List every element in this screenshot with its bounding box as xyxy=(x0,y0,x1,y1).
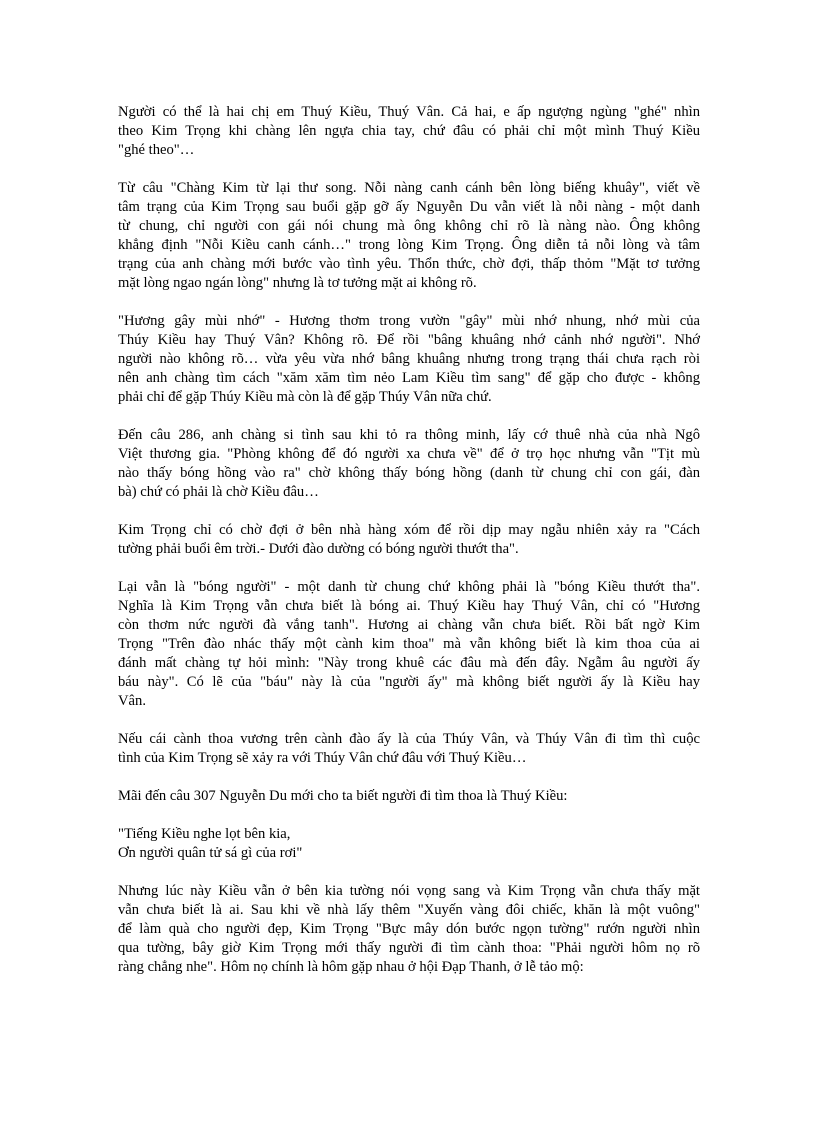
text-line: người nào không rõ… vừa yêu vừa nhớ bâng khuâng nhưng trong trạng thái chưa rạch ròi xyxy=(118,351,700,367)
text-line: từ chung, chỉ người con gái nói chung mà ông không chỉ rõ là nàng nào. Ông không xyxy=(118,218,700,234)
text-line: Người có thể là hai chị em Thuý Kiều, Thuý Vân. Cả hai, e ấp ngượng ngùng "ghé" nhìn xyxy=(118,104,700,120)
text-line: Thúy Kiều hay Thuý Vân? Không rõ. Để rồi "bâng khuâng nhớ cảnh nhớ người". Nhớ xyxy=(118,332,700,348)
paragraph xyxy=(118,103,700,160)
paragraph xyxy=(118,426,700,502)
paragraph xyxy=(118,312,700,407)
text-line: qua tường, bây giờ Kim Trọng mới thấy người đi tìm cành thoa: "Phải người hôm nọ rõ xyxy=(118,940,700,956)
paragraph xyxy=(118,787,700,806)
text-line: tình của Kim Trọng sẽ xảy ra với Thúy Vân chứ đâu với Thuý Kiều… xyxy=(118,750,527,766)
text-line: Lại vẫn là "bóng người" - một danh từ chung chứ không phải là "bóng Kiều thướt tha". xyxy=(118,579,700,595)
text-line: Việt thương gia. "Phòng không để đó người xa chưa về" để ở trọ học nhưng vẫn "Tịt mù xyxy=(118,446,700,462)
text-line: Ơn người quân tử sá gì của rơi" xyxy=(118,845,303,861)
text-line: Đến câu 286, anh chàng si tình sau khi tỏ ra thông minh, lấy cớ thuê nhà của nhà Ngô xyxy=(118,427,700,443)
text-line: tường phải buổi êm trời.- Dưới đào dường có bóng người thướt tha". xyxy=(118,541,519,557)
paragraph xyxy=(118,730,700,768)
text-line: bà) chứ có phải là chờ Kiều đâu… xyxy=(118,484,319,500)
text-line: Từ câu "Chàng Kim từ lại thư song. Nỗi nàng canh cánh bên lòng biếng khuây", viết về xyxy=(118,180,700,196)
text-line: Nghĩa là Kim Trọng vẫn chưa biết là bóng ai. Thuý Kiều hay Thuý Vân, chỉ có "Hương xyxy=(118,598,700,614)
paragraph xyxy=(118,882,700,977)
text-line: còn thơm nức người đà vắng tanh". Hương ai chàng vẫn chưa biết. Rồi bất ngờ Kim xyxy=(118,617,700,633)
text-line: Vân. xyxy=(118,693,146,709)
text-line: "Hương gây mùi nhớ" - Hương thơm trong vườn "gây" mùi nhớ nhung, nhớ mùi của xyxy=(118,313,700,329)
text-line: để làm quà cho người đẹp, Kim Trọng "Bực mây dón bước ngọn tường" rướn người nhìn xyxy=(118,921,700,937)
text-line: Trọng "Trên đào nhác thấy một cành kim thoa" mà vẫn không biết là kim thoa của ai xyxy=(118,636,700,652)
paragraph xyxy=(118,521,700,559)
text-line: khẳng định "Nỗi Kiều canh cánh…" trong lòng Kim Trọng. Ông diễn tả nỗi lòng và tâm xyxy=(118,237,700,253)
paragraph xyxy=(118,578,700,711)
text-line: vẫn chưa biết là ai. Sau khi về nhà lấy thêm "Xuyến vàng đôi chiếc, khăn là một vuông" xyxy=(118,902,700,918)
quoted-verse xyxy=(118,825,700,863)
document-body xyxy=(118,103,700,977)
text-line: trạng của anh chàng mới bước vào tình yêu. Thổn thức, chờ đợi, thấp thỏm "Mặt tơ tưởng xyxy=(118,256,700,272)
paragraph xyxy=(118,179,700,293)
text-line: Kim Trọng chỉ có chờ đợi ở bên nhà hàng xóm để rồi dịp may ngẫu nhiên xảy ra "Cách xyxy=(118,522,700,538)
text-line: theo Kim Trọng khi chàng lên ngựa chia tay, chứ đâu có phải chỉ một mình Thuý Kiều xyxy=(118,123,700,139)
document-page xyxy=(118,103,700,996)
text-line: nên anh chàng tìm cách "xăm xăm tìm nẻo Lam Kiều tìm sang" để gặp cho được - không xyxy=(118,370,700,386)
text-line: Mãi đến câu 307 Nguyễn Du mới cho ta biết người đi tìm thoa là Thuý Kiều: xyxy=(118,788,568,804)
text-line: đánh mất chàng tự hỏi mình: "Này trong khuê các đâu mà đến đây. Ngẫm âu người ấy xyxy=(118,655,700,671)
text-line: nào thấy bóng hồng vào ra" chờ không thấy bóng hồng (danh từ chung chỉ con gái, đàn xyxy=(118,465,700,481)
text-line: phải chỉ để gặp Thúy Kiều mà còn là để gặp Thúy Vân nữa chứ. xyxy=(118,389,492,405)
text-line: "Tiếng Kiều nghe lọt bên kia, xyxy=(118,826,291,842)
text-line: Nếu cái cành thoa vương trên cành đào ấy là của Thúy Vân, và Thúy Vân đi tìm thì cuộc xyxy=(118,731,700,747)
text-line: "ghé theo"… xyxy=(118,142,195,158)
text-line: tâm trạng của Kim Trọng sau buổi gặp gỡ ấy Nguyễn Du vẫn viết là nỗi nàng - một danh xyxy=(118,199,700,215)
text-line: ràng chẳng nhe". Hôm nọ chính là hôm gặp nhau ở hội Đạp Thanh, ở lễ tảo mộ: xyxy=(118,959,584,975)
text-line: mặt lòng ngao ngán lòng" nhưng là tơ tưởng mặt ai không rõ. xyxy=(118,275,477,291)
text-line: Nhưng lúc này Kiều vẫn ở bên kia tường nói vọng sang và Kim Trọng vẫn chưa thấy mặt xyxy=(118,883,700,899)
text-line: báu này". Có lẽ của "báu" này là của "người ấy" mà không biết người ấy là Kiều hay xyxy=(118,674,700,690)
